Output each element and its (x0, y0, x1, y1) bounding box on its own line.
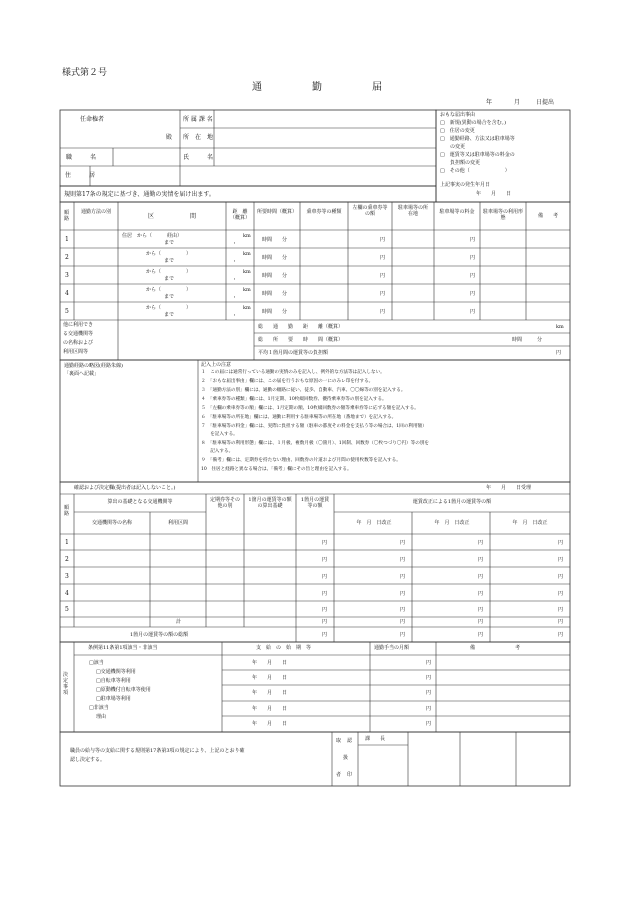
distance-unit: km (243, 305, 251, 311)
yen-unit: 円 (426, 690, 432, 696)
decision-label: 決定事項 (63, 672, 69, 696)
start-date[interactable]: 年 月 日 (252, 690, 288, 696)
section-from[interactable]: から（ ） (146, 305, 192, 311)
yen-unit: 円 (400, 607, 406, 613)
note-item: を記入する。 (201, 432, 238, 437)
start-date[interactable]: 年 月 日 (252, 675, 288, 681)
transport-checkbox[interactable]: □交通機関等利用 (96, 669, 136, 675)
yen-unit: 円 (400, 574, 406, 580)
yen-unit: 円 (478, 619, 484, 625)
revision-date[interactable]: 年 月 日改正 (434, 520, 470, 526)
confirm-order-header: 順路 (64, 505, 70, 517)
revision-date[interactable]: 年 月 日改正 (512, 520, 548, 526)
distance-dot: ・ (232, 241, 238, 247)
other-transport-label: の名称および (63, 340, 94, 346)
distance-unit: km (243, 287, 251, 293)
avg-burden-label: 平均１箇月間の運賃等の負担額 (258, 350, 329, 356)
route-ticket-amount-header: 左欄の乗車券等の額 (352, 205, 388, 217)
yen-unit: 円 (478, 557, 484, 563)
yen-unit: 円 (558, 557, 564, 563)
row-number: 4 (65, 590, 69, 597)
time-unit[interactable]: 時間 分 (262, 237, 288, 243)
address-label: 住 居 (65, 172, 96, 179)
ticket-yen[interactable]: 円 (380, 291, 386, 297)
distance-unit: km (243, 251, 251, 257)
decision-remarks-header: 備 考 (470, 645, 521, 651)
distance-unit: km (243, 233, 251, 239)
note-item: ８ 「駐車場等の利用形態」欄には、１月极、複数月极（〇箇月）、1回制、回数券（〇枚つづり〇円）等の別を (201, 441, 430, 446)
section-to[interactable]: まで (164, 258, 175, 264)
time-unit[interactable]: 時間 分 (262, 291, 288, 297)
appointer-label: 任命権者 (80, 116, 105, 123)
yen-unit: 円 (400, 632, 406, 638)
parking-yen[interactable]: 円 (470, 291, 476, 297)
seal-label: 取 (336, 738, 342, 744)
row-number: 2 (65, 254, 69, 261)
reason-item[interactable]: □ 運賃等又は駐車場等の料金の (440, 152, 515, 158)
section-to[interactable]: まで (164, 240, 175, 246)
reason-item[interactable]: □ 新規(異動の場合を含む。) (440, 120, 507, 126)
note-item: ６ 「駐車場等の所在地」欄には、通勤に利用する駐車場等の所在地（番地まで）を記入する。 (201, 415, 397, 420)
submit-month: 月 (514, 99, 521, 106)
total-distance-unit: km (556, 324, 564, 330)
start-header: 支 給 の 始 期 等 (256, 645, 312, 651)
applicable-header: 条例第11条第1項該当・非該当 (88, 645, 158, 651)
statement-text: 規則第17条の規定に基づき、通勤の実情を届け出ます。 (64, 191, 215, 198)
seal-label: 印 (347, 772, 353, 778)
not-applicable-checkbox[interactable]: □非該当 (89, 705, 109, 711)
confirm-monthly-header: 1箇月の運賃等の額 (300, 497, 330, 509)
other-transport-label: 利用区間等 (63, 349, 89, 355)
map-title: 通勤経路の略図(経路朱線) (64, 363, 123, 369)
row-number: 2 (65, 556, 69, 563)
yen-unit: 円 (400, 557, 406, 563)
note-item: ９ 「備考」欄には、定期券を持たない理由、回数券の片道および月間の使用枚数等を記入する。 (201, 458, 401, 463)
seal-label: 認 (347, 738, 353, 744)
yen-unit: 円 (400, 591, 406, 597)
section-from[interactable]: から（ ） (146, 287, 192, 293)
ticket-yen[interactable]: 円 (380, 309, 386, 315)
yen-unit: 円 (322, 607, 328, 613)
reason-item[interactable]: □ その他（ ） (440, 168, 510, 174)
submit-day: 日提出 (536, 99, 555, 106)
parking-checkbox[interactable]: □駐車場等利用 (96, 696, 131, 702)
section-from[interactable]: から（ ） (146, 269, 192, 275)
yen-unit: 円 (558, 574, 564, 580)
distance-dot: ・ (232, 295, 238, 301)
fact-date[interactable]: 年 月 日 (476, 191, 512, 197)
distance-dot: ・ (232, 313, 238, 319)
note-item: ３ 「通勤方法の別」欄には、通勤の順路に従い、徒歩、自動車、汽車、〇〇線等の別を記入する。 (201, 388, 406, 393)
route-order-header: 順路 (64, 210, 70, 222)
row-number: 3 (65, 573, 69, 580)
section-from[interactable]: から（ ） (146, 251, 192, 257)
seal-label: 扱 (343, 755, 349, 761)
avg-burden-unit: 円 (556, 350, 562, 356)
yen-unit: 円 (322, 574, 328, 580)
reasons-title: おもな届出事由 (440, 112, 476, 118)
row-number: 1 (65, 539, 69, 546)
bicycle-checkbox[interactable]: □自転車等利用 (96, 678, 131, 684)
distance-dot: ・ (232, 277, 238, 283)
allowance-header: 通勤手当の月額 (374, 645, 410, 651)
route-section-header: 区 間 (147, 213, 196, 220)
start-date[interactable]: 年 月 日 (252, 660, 288, 666)
yen-unit: 円 (426, 706, 432, 712)
yen-unit: 円 (322, 632, 328, 638)
route-parking-use-header: 駐車場等の利用形態 (482, 209, 523, 221)
notes-title: 記入上の注意 (201, 362, 232, 368)
total-label: 計 (176, 619, 182, 625)
yen-unit: 円 (322, 540, 328, 546)
confirm-basis-header: 算出の基礎となる交通機関等 (107, 499, 173, 505)
reason-label: 理由 (96, 714, 107, 720)
revision-date[interactable]: 年 月 日改正 (356, 520, 392, 526)
yen-unit: 円 (478, 607, 484, 613)
confirm-title: 確認および決定欄(提出者は記入しないこと。) (74, 485, 176, 491)
yen-unit: 円 (426, 721, 432, 727)
reason-item: の変更 (440, 144, 466, 150)
submit-year: 年 (486, 99, 493, 106)
form-number: 様式第２号 (62, 68, 108, 78)
confirm-ticket-header: 定期券等その他の別 (210, 497, 241, 509)
dono-label: 殿 (166, 134, 173, 141)
row-number: 5 (65, 606, 69, 613)
department-label: 所 属 課 名 (183, 116, 213, 123)
route-distance-header: 距 離（概算） (229, 209, 250, 221)
start-date[interactable]: 年 月 日 (252, 721, 288, 727)
position-label: 職 名 (66, 154, 97, 161)
ticket-yen[interactable]: 円 (380, 237, 386, 243)
yen-unit: 円 (478, 591, 484, 597)
reason-item: 負担額の変更 (440, 160, 481, 166)
fact-date-label: 上記事実の発生年月日 (440, 182, 491, 188)
row-number: 3 (65, 272, 69, 279)
route-parking-location-header: 駐車場等の所在地 (397, 205, 428, 217)
ticket-yen[interactable]: 円 (380, 255, 386, 261)
total-distance-label: 総 通 勤 距 離（概算） (258, 324, 344, 330)
chief-label: 課 長 (365, 736, 386, 742)
applicable-checkbox[interactable]: □該当 (89, 660, 104, 666)
yen-unit: 円 (558, 591, 564, 597)
ticket-yen[interactable]: 円 (380, 273, 386, 279)
note-item: ４ 「乗車券等の種類」欄には、1月定期、10枚綴回数券、優待乗車券等の別を記入する。 (201, 397, 387, 402)
parking-yen[interactable]: 円 (470, 309, 476, 315)
distance-unit: km (243, 269, 251, 275)
total-time-label: 総 所 要 時 間（概算） (258, 337, 344, 343)
confirm-received[interactable]: 年 月 日受理 (486, 485, 532, 491)
time-unit[interactable]: 時間 分 (262, 273, 288, 279)
yen-unit: 円 (426, 660, 432, 666)
title-char-3: 届 (372, 82, 382, 93)
confirm-section-header: 利用区間 (167, 520, 188, 526)
other-transport-label: る交通機関等 (63, 331, 94, 337)
approval-text: 認し決定する。 (70, 757, 106, 763)
note-item: 記入する。 (201, 449, 234, 454)
yen-unit: 円 (322, 557, 328, 563)
section-to[interactable]: まで (164, 294, 175, 300)
confirm-monthly-basis-header: 1箇月の運賃等の額の算出基礎 (248, 497, 292, 509)
parking-yen[interactable]: 円 (470, 273, 476, 279)
yen-unit: 円 (322, 591, 328, 597)
name-label: 氏 名 (183, 154, 214, 161)
distance-dot: ・ (232, 259, 238, 265)
time-unit[interactable]: 時間 分 (262, 255, 288, 261)
note-item: １ この届には通常行っている通勤の実情のみを記入し、例外的な方法等は記入しない。 (201, 370, 385, 375)
approval-text: 職員の給与等の支給に関する規則第17条第3項の規定により、上記のとおり確 (70, 748, 245, 754)
section-from[interactable]: 住居 から（ 経由） (122, 233, 183, 239)
reason-item[interactable]: □ 住居の変更 (440, 128, 475, 134)
other-transport-label: 他に利用でき (63, 322, 94, 328)
route-parking-fee-header: 駐車場等の料金 (439, 209, 475, 215)
time-unit[interactable]: 時間 分 (262, 309, 288, 315)
location-label: 所 在 地 (183, 134, 214, 141)
section-to[interactable]: まで (164, 276, 175, 282)
confirm-name-header: 交通機関等の名称 (91, 520, 132, 526)
row-number: 1 (65, 236, 69, 243)
parking-yen[interactable]: 円 (470, 237, 476, 243)
note-item: ７ 「駐車場等の料金」欄には、実際に負担する額（駐車の都度その料金を支払う等の場合は、1回の利用額） (201, 424, 427, 429)
yen-unit: 円 (558, 607, 564, 613)
title-char-1: 通 (252, 82, 262, 93)
yen-unit: 円 (426, 675, 432, 681)
reason-item[interactable]: □ 通勤経路、方法又は駐車場等 (440, 136, 515, 142)
start-date[interactable]: 年 月 日 (252, 706, 288, 712)
section-to[interactable]: まで (164, 312, 175, 318)
parking-yen[interactable]: 円 (470, 255, 476, 261)
yen-unit: 円 (478, 540, 484, 546)
route-ticket-type-header: 乗車券等の種類 (306, 209, 342, 215)
total-time-unit: 時間 分 (512, 337, 543, 343)
yen-unit: 円 (558, 619, 564, 625)
yen-unit: 円 (322, 619, 328, 625)
map-note: 「裏面へ記載」 (64, 371, 100, 377)
yen-unit: 円 (558, 540, 564, 546)
route-remarks-header: 備 考 (537, 213, 558, 219)
yen-unit: 円 (558, 632, 564, 638)
yen-unit: 円 (478, 574, 484, 580)
confirm-revised-header: 運賃改正による1箇月の運賃等の額 (412, 499, 492, 505)
yen-unit: 円 (400, 540, 406, 546)
seal-label: 者 (336, 772, 342, 778)
note-item: 10 住居と経路と異なる場合は、「備考」欄にその旨と理由を記入する。 (201, 467, 352, 472)
route-method-header: 通勤方法の別 (80, 209, 111, 215)
note-item: ５ 「左欄の乗車券等の額」欄には、1月定期の額、10枚綴回数券の額等乗車券等に応ずる額を記入する。 (201, 406, 419, 411)
grand-total-label: 1箇月の運賃等の額の総額 (130, 632, 189, 638)
motorbike-checkbox[interactable]: □原動機付自転車等使用 (96, 687, 151, 693)
note-item: ２ 「おもな届出事由」欄には、この届を行うおもな原因の一にのみレ印を付する。 (201, 379, 374, 384)
route-time-header: 所要時間（概算） (256, 209, 297, 215)
title-char-2: 勤 (312, 82, 322, 93)
yen-unit: 円 (478, 632, 484, 638)
row-number: 4 (65, 290, 69, 297)
yen-unit: 円 (400, 619, 406, 625)
row-number: 5 (65, 308, 69, 315)
